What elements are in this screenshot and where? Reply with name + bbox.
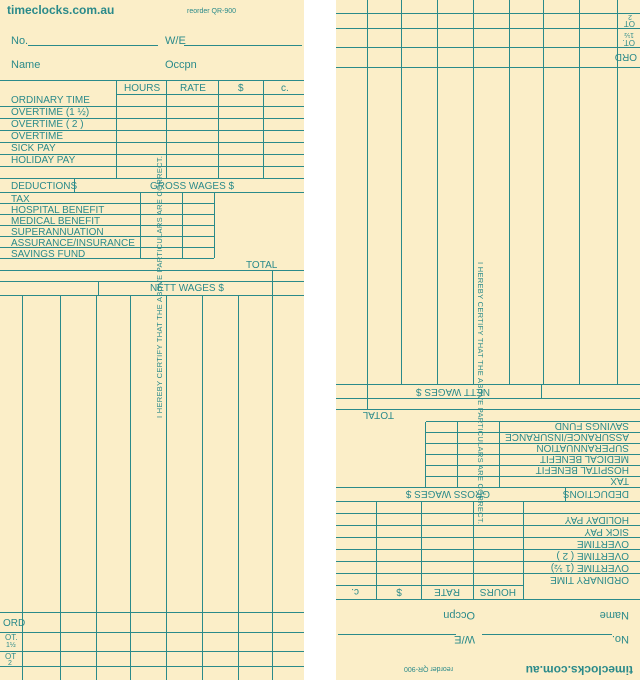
dollars-header: $ (238, 83, 244, 94)
pay-row-label: OVERTIME (1 ½) (11, 107, 90, 118)
week-ending-line[interactable] (184, 45, 302, 46)
line (272, 270, 273, 680)
certification-statement: I HEREBY CERTIFY THAT THE ABOVE PARTICULARS ARE CORRECT. (154, 155, 164, 418)
line (0, 80, 304, 81)
footer-ot-rate: 1½ (6, 642, 16, 649)
line (336, 67, 640, 68)
no-line[interactable] (482, 634, 612, 635)
name-label: Name (599, 609, 629, 621)
footer-ot-rate: 1½ (624, 31, 634, 38)
line (541, 385, 542, 399)
line (426, 476, 640, 477)
time-card-back-rotated (336, 0, 640, 680)
rate-header: RATE (434, 586, 460, 597)
deduction-row-label: HOSPITAL BENEFIT (535, 464, 629, 475)
line (182, 192, 183, 258)
line (473, 0, 474, 385)
deduction-row-label: MEDICAL BENEFIT (11, 216, 101, 227)
line (214, 192, 215, 258)
occupation-label: Occpn (443, 609, 475, 621)
line (116, 94, 304, 95)
line (98, 281, 99, 295)
pay-row-label: ORDINARY TIME (550, 574, 629, 585)
pay-row-label: OVERTIME ( 2 ) (556, 550, 629, 561)
line (0, 178, 304, 179)
deductions-label: DEDUCTIONS (562, 488, 629, 499)
footer-ord-label: ORD (3, 618, 26, 629)
line (579, 0, 580, 385)
footer-ord-label: ORD (614, 51, 637, 62)
certification-statement: I HEREBY CERTIFY THAT THE ABOVE PARTICULARS ARE CORRECT. (476, 262, 486, 525)
line (263, 80, 264, 178)
week-ending-label: W/E (165, 35, 186, 47)
line (336, 384, 640, 385)
line (116, 80, 117, 178)
total-label: TOTAL (362, 409, 394, 420)
deduction-row-label: HOSPITAL BENEFIT (11, 205, 105, 216)
deduction-row-label: ASSURANCE/INSURANCE (11, 238, 135, 249)
line (425, 422, 426, 488)
deduction-row-label: SAVINGS FUND (11, 249, 86, 260)
deduction-row-label: ASSURANCE/INSURANCE (505, 431, 629, 442)
nett-wages-label: NETT WAGES $ (150, 283, 224, 294)
week-ending-line[interactable] (338, 634, 456, 635)
cents-header: c. (351, 586, 359, 597)
gross-wages-label: GROSS WAGES $ (150, 181, 235, 192)
line (543, 0, 544, 385)
pay-row-label: SICK PAY (584, 526, 629, 537)
pay-row-label: HOLIDAY PAY (11, 155, 76, 166)
line (202, 295, 203, 680)
footer-ot2-label: OT (623, 19, 635, 28)
line (367, 0, 368, 410)
line (238, 295, 239, 680)
hours-header: HOURS (124, 83, 161, 94)
line (437, 0, 438, 385)
rate-header: RATE (180, 83, 206, 94)
no-label: No. (611, 633, 629, 645)
line (376, 502, 377, 600)
reorder-code: reorder QR-900 (187, 8, 237, 15)
name-label: Name (11, 59, 41, 71)
line (0, 166, 304, 167)
line (0, 666, 304, 667)
line (401, 0, 402, 385)
deduction-row-label: SUPERANNUATION (11, 227, 104, 238)
line (0, 192, 304, 193)
deductions-label: DEDUCTIONS (11, 181, 78, 192)
line (421, 502, 422, 600)
dollars-header: $ (396, 586, 402, 597)
pay-row-label: HOLIDAY PAY (564, 514, 629, 525)
no-line[interactable] (28, 45, 158, 46)
total-label: TOTAL (246, 260, 278, 271)
line (130, 295, 131, 680)
line (96, 295, 97, 680)
line (336, 47, 640, 48)
line (509, 0, 510, 385)
line (0, 632, 304, 633)
line (60, 295, 61, 680)
line (336, 409, 640, 410)
no-label: No. (11, 35, 29, 47)
line (0, 651, 304, 652)
footer-ot2-label: OT (5, 652, 17, 661)
pay-row-label: OVERTIME ( 2 ) (11, 119, 84, 130)
line (336, 13, 640, 14)
footer-ot2-rate: 2 (8, 660, 12, 667)
line (336, 398, 640, 399)
line (499, 422, 500, 488)
line (336, 28, 640, 29)
line (0, 270, 304, 271)
cents-header: c. (281, 83, 289, 94)
line (0, 281, 304, 282)
line (0, 612, 304, 613)
deduction-row-label: TAX (610, 475, 629, 486)
line (523, 502, 524, 600)
footer-ot-label: OT. (622, 38, 635, 47)
gross-wages-label: GROSS WAGES $ (405, 488, 490, 499)
line (218, 80, 219, 178)
reorder-code: reorder QR-900 (403, 665, 453, 672)
line (166, 80, 167, 178)
line (336, 501, 640, 502)
line (457, 422, 458, 488)
deduction-row-label: SUPERANNUATION (536, 442, 629, 453)
pay-row-label: OVERTIME (1 ½) (550, 562, 629, 573)
deduction-row-label: SAVINGS FUND (554, 420, 629, 431)
line (473, 502, 474, 600)
week-ending-label: W/E (454, 633, 475, 645)
hours-header: HOURS (479, 586, 516, 597)
site-name: timeclocks.com.au (525, 663, 633, 677)
pay-row-label: SICK PAY (11, 143, 56, 154)
occupation-label: Occpn (165, 59, 197, 71)
line (336, 599, 640, 600)
line (140, 192, 141, 258)
deduction-row-label: MEDICAL BENEFIT (539, 453, 629, 464)
deduction-row-label: TAX (11, 194, 30, 205)
time-card-front (0, 0, 304, 680)
line (0, 295, 304, 296)
line (166, 295, 167, 680)
nett-wages-label: NETT WAGES $ (416, 386, 490, 397)
footer-ot-label: OT. (5, 633, 18, 642)
footer-ot2-rate: 2 (628, 13, 632, 20)
site-name: timeclocks.com.au (7, 3, 115, 17)
pay-row-label: ORDINARY TIME (11, 95, 90, 106)
pay-row-label: OVERTIME (576, 538, 629, 549)
pay-row-label: OVERTIME (11, 131, 64, 142)
